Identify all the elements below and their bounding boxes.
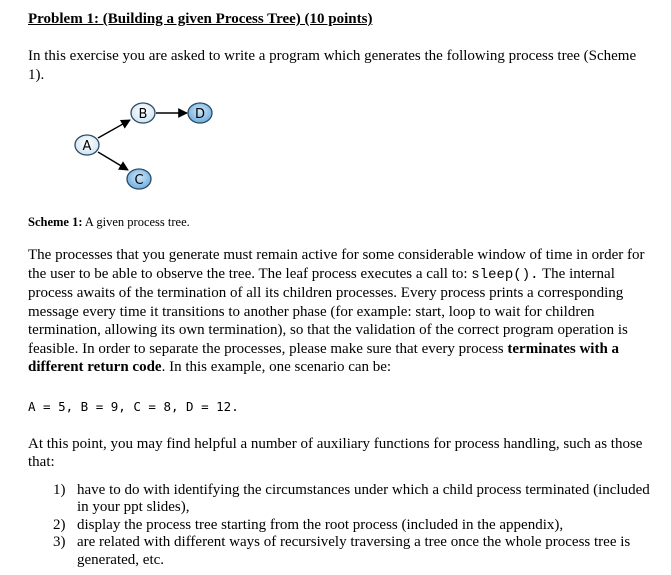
bold-phrase: terminates with a different return code (28, 340, 620, 375)
list-number: 2) (53, 516, 66, 533)
body-paragraph (28, 246, 653, 377)
svg-text:B: B (138, 107, 148, 122)
intro-paragraph: In this exercise you are asked to write a program which generates the following process tree (Scheme 1). (28, 48, 637, 83)
list-number: 3) (53, 534, 66, 550)
example-code: A = 5, B = 9, C = 8, D = 12. (28, 398, 239, 414)
caption-text: A given process tree. (82, 215, 190, 229)
svg-text:A: A (82, 139, 92, 154)
caption-label: Scheme 1: (28, 215, 83, 229)
list-text: have to do with identifying the circumstances under which a child process terminated (included in your ppt slides), (77, 481, 650, 515)
list-number: 1) (53, 481, 66, 498)
svg-text:C: C (134, 173, 144, 188)
process-tree-svg (72, 100, 272, 196)
list-text: display the process tree starting from the root process (included in the appendix), (77, 516, 564, 533)
helper-intro: At this point, you may find helpful a number of auxiliary functions for process handling, such as those that: (28, 435, 643, 470)
process-tree-diagram (72, 100, 272, 196)
body-text-3: . In this example, one scenario can be: (161, 359, 392, 375)
list-item (28, 482, 652, 517)
node-a (75, 135, 99, 155)
problem-heading: Problem 1: (Building a given Process Tree) (10 points) (28, 11, 373, 27)
body-text-1: The processes that you generate must remain active for some considerable window of time in order for the user to be able to observe the tree. The leaf process executes a call to: (28, 247, 645, 282)
svg-text:D: D (194, 107, 206, 122)
body-text-2: The internal process awaits of the termination of all its children processes. Every process prints a corresponding message every time it transitions to another phase (for example: start, loop to wait for children termination, allowing its own termination), so that the validation of the correct program operation is feasible. In order to separate the processes, please make sure that every process (28, 265, 628, 357)
node-d (188, 103, 212, 123)
scheme-caption (28, 214, 658, 230)
list-item (28, 517, 652, 535)
sleep-code: sleep(). (471, 266, 539, 283)
edge-a-b (98, 120, 130, 138)
document-page (28, 10, 658, 569)
list-text: are related with different ways of recursively traversing a tree once the whole process tree is generated, etc. (77, 534, 631, 568)
edge-a-c (98, 152, 128, 170)
node-b (131, 103, 155, 123)
node-c (127, 169, 151, 189)
list-item (28, 534, 652, 569)
helper-list (28, 482, 658, 570)
